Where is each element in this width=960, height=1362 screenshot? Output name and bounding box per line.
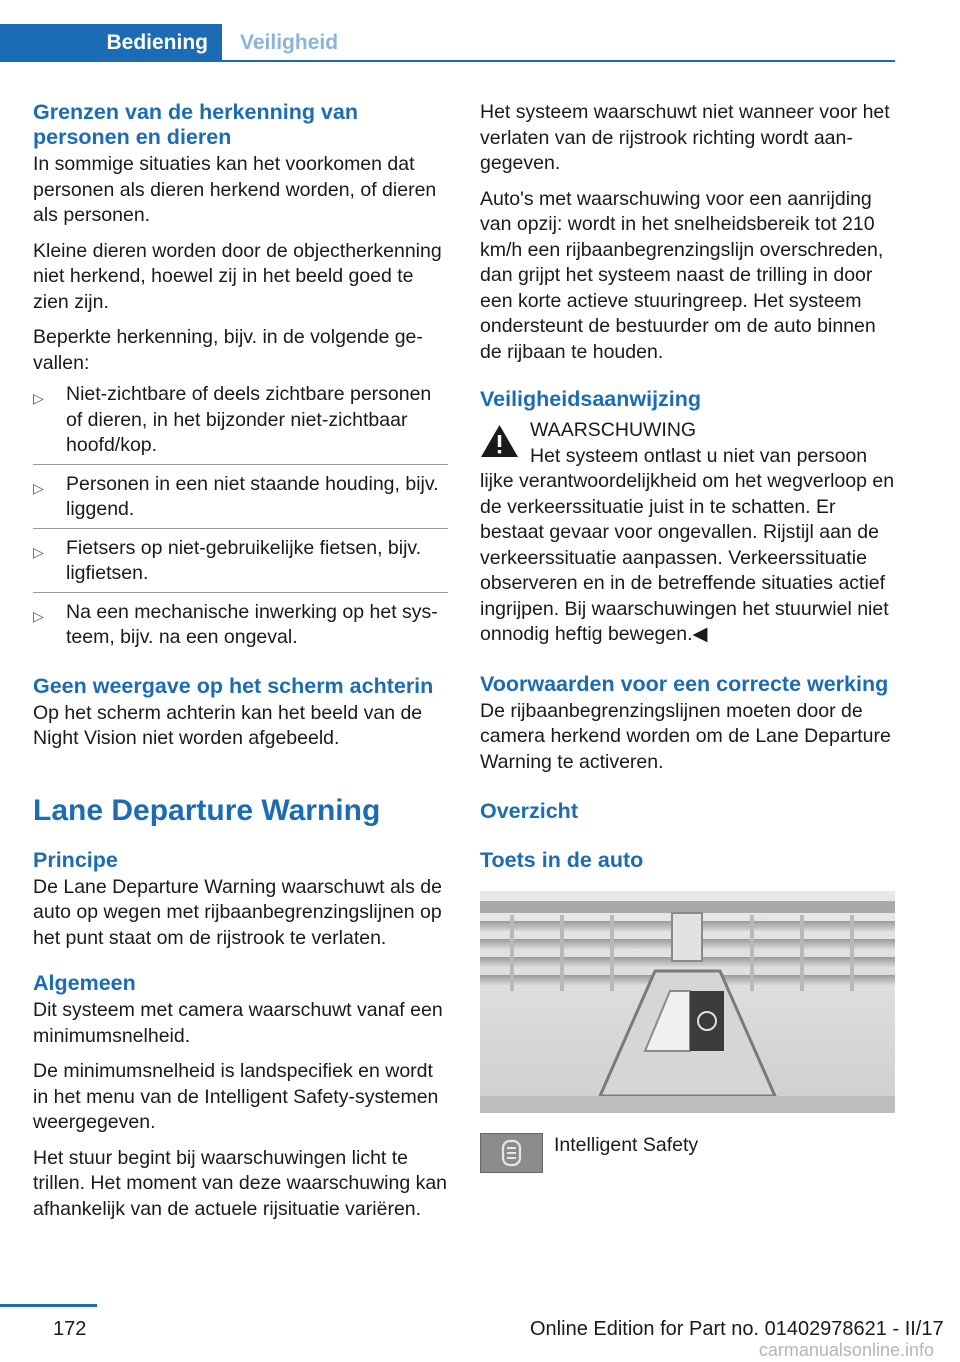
paragraph: In sommige situaties kan het voorkomen dat personen als dieren herkend worden, of dieren als personen. xyxy=(33,153,437,226)
list-item: ▷ Na een mechanische inwerking op het systeem, bijv. na een ongeval. xyxy=(33,600,438,648)
right-column xyxy=(480,100,895,1175)
paragraph: Op het scherm achterin kan het beeld van de Night Vision niet worden afgebeeld. xyxy=(33,701,423,749)
paragraph: De rijbaanbegrenzingslijnen moeten door de camera herkend worden om de Lane Departure Warning te activeren. xyxy=(480,699,891,773)
edition-text: Online Edition for Part no. 01402978621 - II/17 xyxy=(530,1318,944,1340)
legend-row xyxy=(480,1133,895,1175)
paragraph: Beperkte herkenning, bijv. in de volgende gevallen: xyxy=(33,326,423,374)
paragraph: Dit systeem met camera waarschuwt vanaf een minimumsnelheid. xyxy=(33,999,443,1047)
paragraph: De Lane Departure Warning waarschuwt als de auto op wegen met rijbaanbegrenzingslijnen op het punt staat om de rijstrook te verlaten. xyxy=(33,875,442,949)
limitation-list xyxy=(33,382,448,656)
heading-limits: Grenzen van de herkenning van personen en dieren xyxy=(33,100,358,149)
heading-overview: Overzicht xyxy=(480,799,578,823)
paragraph: Het stuur begint bij waarschuwingen licht te trillen. Het moment van deze waarschuwing kan afhankelijk van de actuele rijsituatie variëren. xyxy=(33,1146,448,1220)
button-photo xyxy=(480,891,895,1113)
left-column xyxy=(33,100,448,1232)
heading-no-display: Geen weergave op het scherm achterin xyxy=(33,673,434,698)
heading-safety: Veiligheidsaanwijzing xyxy=(480,387,702,411)
warning-triangle-icon xyxy=(480,424,519,458)
warning-text: lijke verantwoordelijkheid om het wegverloop en de verkeerssituatie juist in te schatten. Er bestaat gevaar voor ongevallen. Rijstijl aan de verkeerssituatie aanpassen. Verkeerssituatie observeren en in de betreffende situaties actief ingrijpen. Bij waarschuwingen het stuurwiel niet onnodig heftig bewegen.◀ xyxy=(480,470,895,645)
paragraph: Auto's met waarschuwing voor een aanrijding van opzij: wordt in het snelheidsbereik tot 210 km/h een rijbaanbegrenzingslijn overschreden, dan grijpt het systeem naast de trilling in door een korte actieve stuuringreep. Het systeem ondersteunt de bestuurder om de auto binnen de rijbaan te houden. xyxy=(480,187,884,363)
header-bar xyxy=(0,0,960,62)
triangle-bullet-icon: ▷ xyxy=(33,390,44,406)
heading-conditions: Voorwaarden voor een correcte werking xyxy=(480,671,889,696)
heading-principle: Principe xyxy=(33,847,118,872)
warning-label: WAARSCHUWING xyxy=(530,419,697,441)
watermark: carmanualsonline.info xyxy=(758,1340,934,1360)
legend-label: Intelligent Safety xyxy=(554,1134,699,1156)
footer-rule xyxy=(0,1304,97,1307)
list-item: ▷ Niet-zichtbare of deels zichtbare personen of dieren, in het bijzonder niet-zichtbaar hoofd/kop. xyxy=(33,382,448,465)
triangle-bullet-icon: ▷ xyxy=(33,607,44,624)
header-rule xyxy=(222,60,895,62)
triangle-bullet-icon: ▷ xyxy=(33,479,44,496)
list-item: ▷ Personen in een niet staande houding, bijv. liggend. xyxy=(33,472,448,529)
heading-general: Algemeen xyxy=(33,971,136,995)
section-title: Lane Departure Warning xyxy=(33,793,381,827)
list-item: ▷ Fietsers op niet-gebruikelijke fietsen, bijv. ligfietsen. xyxy=(33,536,448,593)
tab-bediening[interactable]: Bediening xyxy=(0,24,222,62)
tab-veiligheid[interactable]: Veiligheid xyxy=(240,31,339,54)
dashboard-vent-image xyxy=(480,891,895,1113)
paragraph: Kleine dieren worden door de objectherkenning niet herkend, hoewel zij in het beeld goed te zien zijn. xyxy=(33,239,442,313)
paragraph: Het systeem waarschuwt niet wanneer voor het verlaten van de rijstrook richting wordt aangegeven. xyxy=(480,101,890,174)
triangle-bullet-icon: ▷ xyxy=(33,543,44,560)
warning-text-start: Het systeem ontlast u niet van persoon xyxy=(530,444,868,467)
page-number: 172 xyxy=(53,1318,87,1340)
heading-button: Toets in de auto xyxy=(480,848,644,872)
intelligent-safety-button-icon xyxy=(480,1133,543,1173)
warning-block xyxy=(480,418,895,648)
paragraph: De minimumsnelheid is landspecifiek en wordt in het menu van de Intelligent Safety-systemen weergegeven. xyxy=(33,1060,439,1133)
